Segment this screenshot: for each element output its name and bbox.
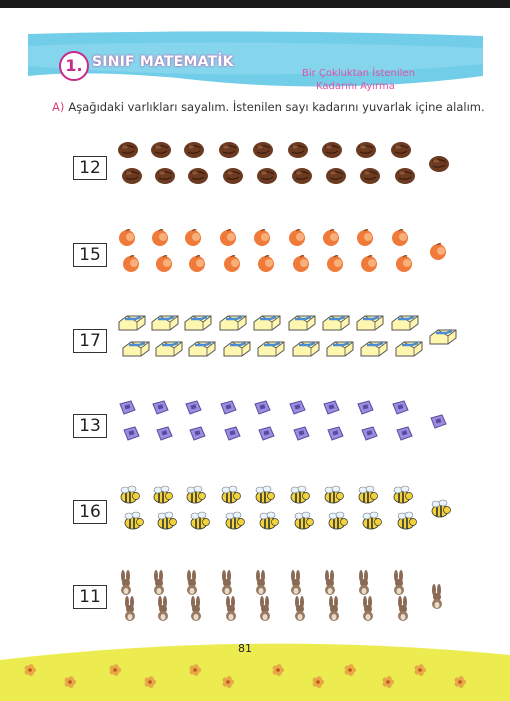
eraser-icon [390, 314, 420, 335]
sharpener-icon [287, 399, 307, 421]
bee-icon [256, 511, 280, 535]
walnut-icon [218, 141, 240, 163]
bee-icon [287, 485, 311, 509]
bee-icon [428, 499, 452, 523]
eraser-icon [256, 340, 286, 361]
page-number: 81 [238, 642, 252, 655]
sharpener-icon [154, 425, 174, 447]
eraser-icon [355, 314, 385, 335]
eraser-icon [218, 314, 248, 335]
bee-icon [325, 511, 349, 535]
rabbit-icon [394, 596, 412, 626]
target-number-box: 11 [73, 585, 107, 609]
bee-icon [150, 485, 174, 509]
bee-icon [355, 485, 379, 509]
rabbit-icon [121, 596, 139, 626]
walnut-icon [187, 167, 209, 189]
eraser-icon [291, 340, 321, 361]
peach-icon [154, 254, 174, 276]
topic-line-2: Kadarını Ayırma [316, 81, 395, 92]
instruction-letter: A) [52, 100, 65, 114]
eraser-icon [183, 314, 213, 335]
peach-icon [187, 254, 207, 276]
walnut-icon [321, 141, 343, 163]
peach-icon [291, 254, 311, 276]
instruction-text: Aşağıdaki varlıkları sayalım. İstenilen sayı kadarını yuvarlak içine alalım. [68, 100, 485, 114]
peach-icon [359, 254, 379, 276]
eraser-icon [287, 314, 317, 335]
sharpener-icon [252, 399, 272, 421]
walnut-icon [222, 167, 244, 189]
eraser-icon [121, 340, 151, 361]
bee-icon [187, 511, 211, 535]
bee-icon [121, 511, 145, 535]
sharpener-icon [150, 399, 170, 421]
peach-icon [325, 254, 345, 276]
bee-icon [252, 485, 276, 509]
target-number-box: 17 [73, 329, 107, 353]
sharpener-icon [121, 425, 141, 447]
walnut-icon [394, 167, 416, 189]
grade-badge: 1. [59, 51, 89, 81]
target-number-box: 13 [73, 414, 107, 438]
walnut-icon [287, 141, 309, 163]
instruction [52, 100, 485, 114]
sharpener-icon [256, 425, 276, 447]
bee-icon [291, 511, 315, 535]
walnut-icon [325, 167, 347, 189]
peach-icon [287, 228, 307, 250]
sharpener-icon [325, 425, 345, 447]
bee-icon [222, 511, 246, 535]
walnut-icon [256, 167, 278, 189]
eraser-icon [187, 340, 217, 361]
sharpener-icon [117, 399, 137, 421]
walnut-icon [291, 167, 313, 189]
bee-icon [183, 485, 207, 509]
rabbit-icon [428, 584, 446, 614]
eraser-icon [428, 328, 458, 349]
eraser-icon [394, 340, 424, 361]
sharpener-icon [359, 425, 379, 447]
peach-icon [256, 254, 276, 276]
target-number-box: 15 [73, 243, 107, 267]
peach-icon [222, 254, 242, 276]
peach-icon [355, 228, 375, 250]
eraser-icon [321, 314, 351, 335]
eraser-icon [117, 314, 147, 335]
peach-icon [394, 254, 414, 276]
walnut-icon [121, 167, 143, 189]
rabbit-icon [325, 596, 343, 626]
rabbit-icon [291, 596, 309, 626]
sharpener-icon [355, 399, 375, 421]
eraser-icon [359, 340, 389, 361]
eraser-icon [252, 314, 282, 335]
peach-icon [390, 228, 410, 250]
walnut-icon [390, 141, 412, 163]
target-number-box: 12 [73, 156, 107, 180]
bee-icon [390, 485, 414, 509]
eraser-icon [222, 340, 252, 361]
rabbit-icon [256, 596, 274, 626]
peach-icon [252, 228, 272, 250]
walnut-icon [252, 141, 274, 163]
sharpener-icon [218, 399, 238, 421]
sharpener-icon [321, 399, 341, 421]
sharpener-icon [291, 425, 311, 447]
topic-line-1: Bir Çokluktan İstenilen [302, 68, 415, 79]
target-number-box: 16 [73, 500, 107, 524]
eraser-icon [150, 314, 180, 335]
walnut-icon [154, 167, 176, 189]
peach-icon [121, 254, 141, 276]
peach-icon [150, 228, 170, 250]
top-border [0, 0, 510, 8]
bee-icon [321, 485, 345, 509]
sharpener-icon [183, 399, 203, 421]
bee-icon [359, 511, 383, 535]
sharpener-icon [187, 425, 207, 447]
rabbit-icon [154, 596, 172, 626]
walnut-icon [183, 141, 205, 163]
eraser-icon [154, 340, 184, 361]
rabbit-icon [359, 596, 377, 626]
bee-icon [117, 485, 141, 509]
peach-icon [321, 228, 341, 250]
sharpener-icon [428, 413, 448, 435]
bee-icon [394, 511, 418, 535]
peach-icon [218, 228, 238, 250]
sharpener-icon [222, 425, 242, 447]
sharpener-icon [390, 399, 410, 421]
page-title: SINIF MATEMATİK [92, 54, 234, 70]
bee-icon [218, 485, 242, 509]
walnut-icon [150, 141, 172, 163]
eraser-icon [325, 340, 355, 361]
walnut-icon [428, 155, 450, 177]
walnut-icon [355, 141, 377, 163]
walnut-icon [117, 141, 139, 163]
rabbit-icon [187, 596, 205, 626]
rabbit-icon [222, 596, 240, 626]
footer-grass [0, 630, 510, 701]
peach-icon [428, 242, 448, 264]
bee-icon [154, 511, 178, 535]
peach-icon [117, 228, 137, 250]
walnut-icon [359, 167, 381, 189]
peach-icon [183, 228, 203, 250]
sharpener-icon [394, 425, 414, 447]
